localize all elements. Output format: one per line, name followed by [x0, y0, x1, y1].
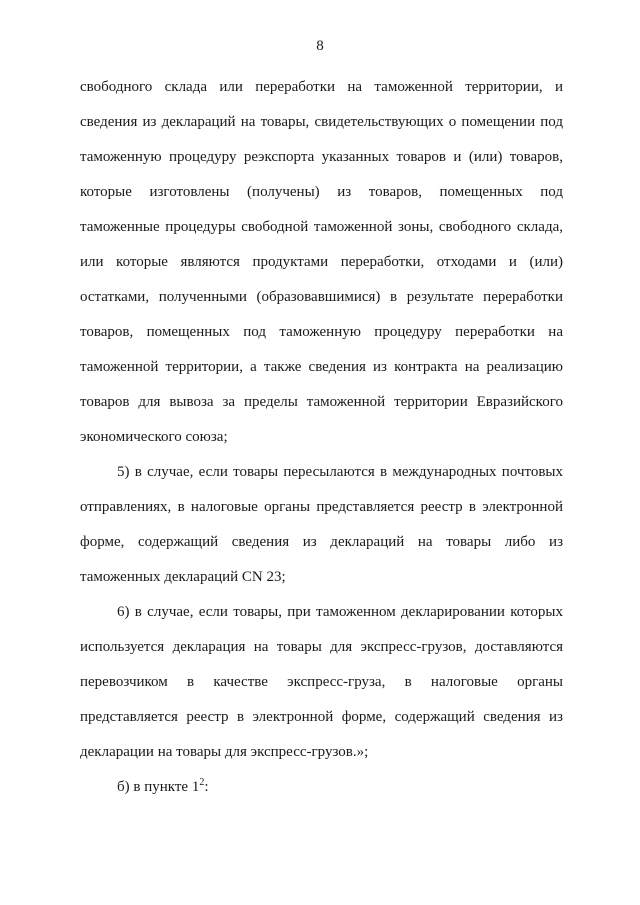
subitem-b-suffix: : — [204, 779, 209, 795]
paragraph-item-6: 6) в случае, если товары, при таможенном декларировании которых используется декларация на товары для экспресс-грузов, доставляются перевозчиком в качестве экспресс-груза, в налоговые органы представляется реестр в электронной форме, содержащий сведения из декларации на товары для экспресс-грузов.»; — [80, 604, 563, 760]
document-body — [80, 70, 563, 805]
paragraph-item-5: 5) в случае, если товары пересылаются в международных почтовых отправлениях, в налоговые органы представляется реестр в электронной форме, содержащий сведения из деклараций на товары либо из таможенных деклараций CN 23; — [80, 464, 563, 585]
paragraph-subitem-b — [80, 770, 563, 805]
subitem-b-superscript: 2 — [199, 777, 205, 788]
paragraph-continuation: свободного склада или переработки на таможенной территории, и сведения из деклараций на товары, свидетельствующих о помещении под таможенную процедуру реэкспорта указанных товаров и (или) товаров, которые изготовлены (получены) из товаров, помещенных под таможенные процедуры свободной таможенной зоны, свободного склада, или которые являются продуктами переработки, отходами и (или) остатками, полученными (образовавшимися) в результате переработки товаров, помещенных под таможенную процедуру переработки на таможенной территории, а также сведения из контракта на реализацию товаров для вывоза за пределы таможенной территории Евразийского экономического союза; — [80, 79, 563, 445]
page-number: 8 — [316, 38, 324, 54]
subitem-b-text: б) в пункте 1 — [117, 779, 200, 795]
